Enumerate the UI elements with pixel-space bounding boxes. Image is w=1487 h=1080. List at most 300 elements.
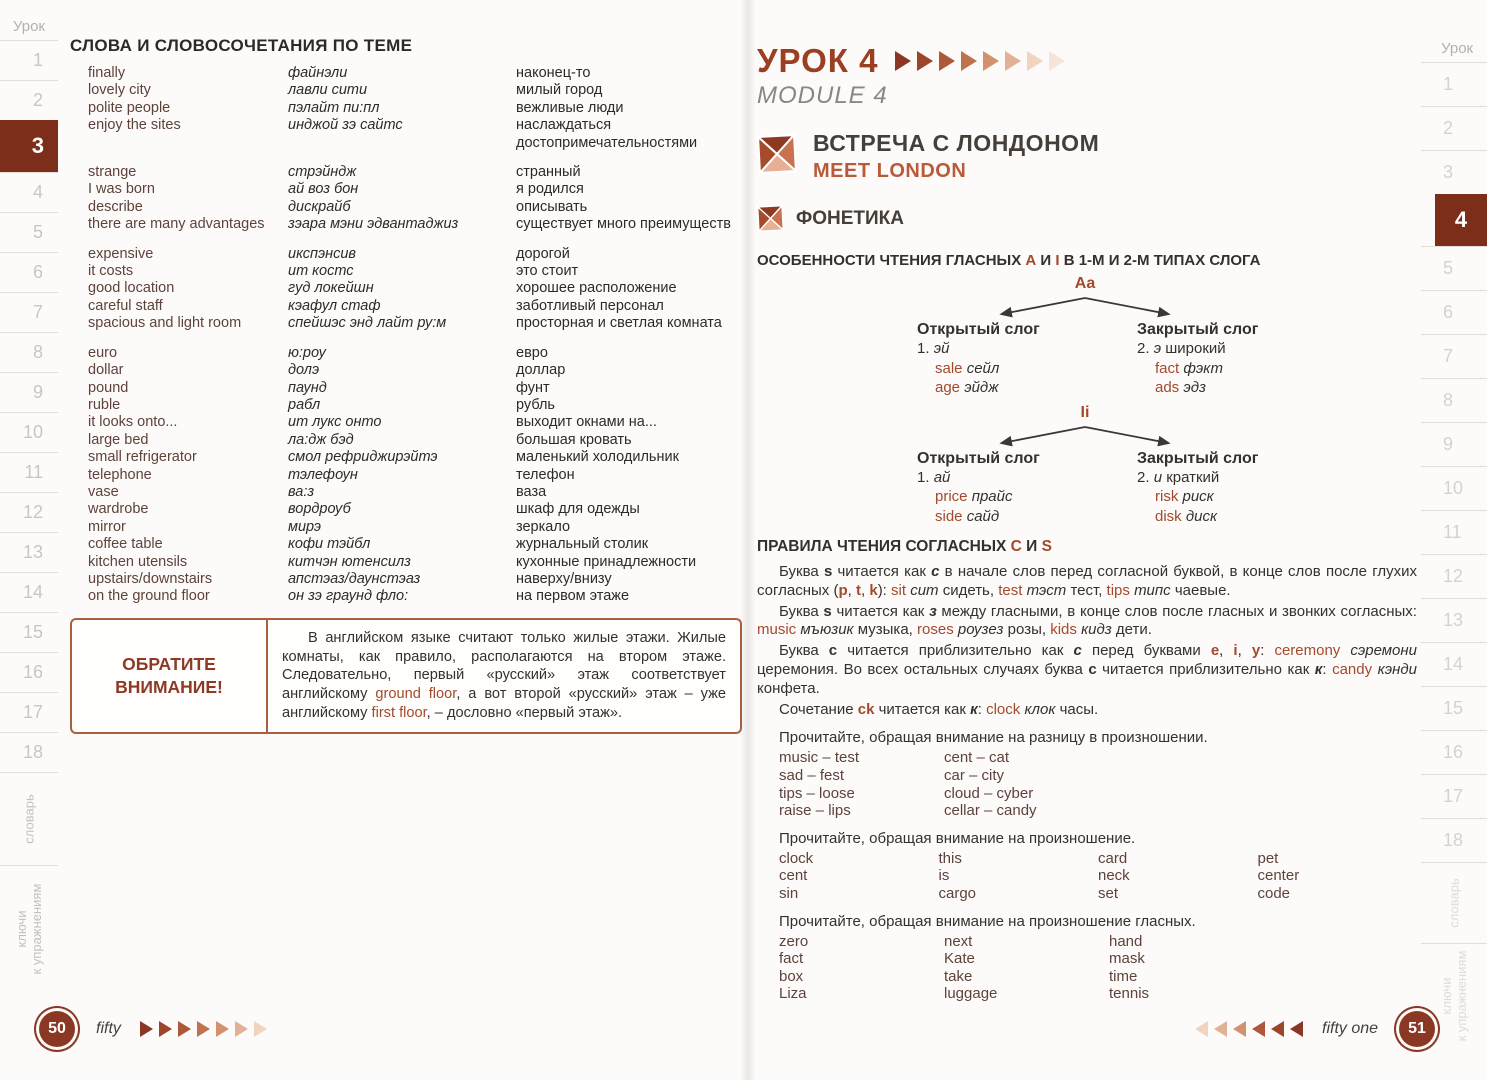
lesson-tab[interactable]: 1 [1421, 62, 1487, 106]
english-word: ruble [88, 396, 121, 413]
translation: доллар [516, 362, 566, 379]
exercise-word: is [938, 867, 950, 885]
page-seam [740, 0, 756, 1080]
chevron-right-icon [254, 1021, 267, 1037]
exercise-word: card [1098, 849, 1128, 867]
vocab-row [88, 65, 742, 82]
translation: евро [516, 344, 548, 361]
column-title: Закрытый слог [1137, 449, 1259, 467]
chevron-right-icon [895, 51, 911, 71]
exercise-word: fact [779, 950, 804, 968]
lesson-tab[interactable]: 2 [1421, 106, 1487, 150]
lesson-tab[interactable]: 13 [0, 532, 58, 572]
transcription: вордроуб [288, 501, 351, 518]
transcription: ю:роу [288, 344, 326, 361]
vocab-row [88, 181, 742, 198]
translation: фунт [516, 379, 550, 396]
exercise-column [1258, 850, 1418, 903]
lesson-tab[interactable]: 3 [0, 120, 58, 172]
chevron-left-icon [1290, 1021, 1303, 1037]
vocab-row [88, 571, 742, 588]
diagram-line: disk диск [1155, 507, 1218, 525]
exercise-word: cent [779, 867, 808, 885]
vocab-row [88, 380, 742, 397]
translation: кухонные принадлежности [516, 553, 697, 570]
vocab-row [88, 298, 742, 315]
chevron-right-icon [140, 1021, 153, 1037]
exercise-word: zero [779, 932, 809, 950]
translation: рубль [516, 396, 555, 413]
exercise-word: clock [779, 849, 814, 867]
exercise-word: pet [1257, 849, 1279, 867]
page-number-badge: 51 [1399, 1011, 1435, 1047]
vocab-row [88, 315, 742, 332]
transcription: ит лукс онто [288, 414, 382, 431]
english-word: expensive [88, 245, 154, 262]
lesson-tab[interactable]: 10 [0, 412, 58, 452]
exercise-word: cellar – candy [944, 802, 1037, 820]
exercise-column [944, 933, 1109, 1003]
exercise-word: Kate [944, 950, 975, 968]
translation: шкаф для одежды [516, 501, 640, 518]
chevron-right-icon [1049, 51, 1065, 71]
translation: зеркало [516, 518, 571, 535]
vocab-row [88, 554, 742, 571]
lesson-tab[interactable]: 3 [1421, 150, 1487, 194]
english-word: spacious and light room [88, 315, 242, 332]
translation: ваза [516, 483, 547, 500]
english-word: vase [88, 483, 119, 500]
exercise-word: time [1109, 967, 1138, 985]
lesson-tab[interactable]: 6 [0, 252, 58, 292]
exercise-word: mask [1109, 950, 1145, 968]
chevron-right-icon [917, 51, 933, 71]
lesson-tabs-sidebar-right [1421, 0, 1487, 1048]
lesson-tab[interactable]: 16 [1421, 730, 1487, 774]
exercise-word: sin [779, 884, 799, 902]
chevron-left-icon [1195, 1021, 1208, 1037]
transcription: дискрайб [288, 198, 351, 215]
left-page [70, 0, 742, 734]
transcription: рабл [288, 396, 321, 413]
english-word: coffee table [88, 536, 163, 553]
exercise-word: cent – cat [944, 749, 1010, 767]
chevron-right-icon [178, 1021, 191, 1037]
translation: телефон [516, 466, 575, 483]
english-word: mirror [88, 518, 126, 535]
exercise-intro: Прочитайте, обращая внимание на произношение гласных. [779, 912, 1196, 930]
lesson-tab[interactable]: 18 [1421, 818, 1487, 862]
notice-label [72, 620, 268, 732]
chevron-right-icon [961, 51, 977, 71]
branch-arrows-icon [990, 294, 1180, 318]
diagram-letter: Ii [1080, 403, 1090, 421]
diagram-letter: Aa [1074, 275, 1096, 292]
vowels-heading: ОСОБЕННОСТИ ЧТЕНИЯ ГЛАСНЫХ А И I В 1-М И 2-М ТИПАХ СЛОГА [757, 252, 1261, 269]
translation: существует много преимуществ [516, 216, 731, 233]
english-word: dollar [88, 362, 124, 379]
transcription: икспэнсив [288, 245, 356, 262]
vocab-row [88, 588, 742, 605]
lesson-tab[interactable]: 7 [0, 292, 58, 332]
transcription: паунд [288, 379, 327, 396]
syllable-diagrams [757, 275, 1417, 526]
answer-keys-line2: к упражнениям [29, 883, 44, 975]
vocab-row [88, 263, 742, 280]
exercise-word: hand [1109, 932, 1143, 950]
syllable-diagram [865, 404, 1305, 527]
vocab-row [88, 449, 742, 466]
exercise-intro: Прочитайте, обращая внимание на произношение. [779, 829, 1136, 847]
consonants-heading: ПРАВИЛА ЧТЕНИЯ СОГЛАСНЫХ С И S [757, 538, 1052, 555]
translation: я родился [516, 181, 584, 198]
phonetics-title: ФОНЕТИКА [796, 207, 904, 229]
exercise-word: tennis [1109, 985, 1150, 1003]
closed-syllable-column [1085, 321, 1305, 398]
exercise-column [779, 749, 944, 819]
diagram-line: fact фэкт [1155, 359, 1224, 377]
exercise-word: cloud – cyber [944, 784, 1034, 802]
exercise-word: cargo [938, 884, 977, 902]
transcription: лавли сити [288, 82, 368, 99]
translation: маленький холодильник [516, 449, 679, 466]
lesson-tab[interactable]: 12 [1421, 554, 1487, 598]
diagram-line: age эйдж [935, 379, 999, 396]
exercise-list [757, 729, 1417, 1003]
translation: заботливый персонал [516, 297, 664, 314]
translation: на первом этаже [516, 588, 630, 605]
lesson-number-list [0, 40, 58, 772]
lesson-number-list [1421, 62, 1487, 862]
translation: наверху/внизу [516, 570, 612, 587]
vocab-row [88, 164, 742, 181]
exercise-column [1098, 850, 1258, 903]
lesson-tab[interactable]: 9 [1421, 422, 1487, 466]
exercise [757, 729, 1417, 819]
vocab-group [88, 164, 742, 234]
vocab-row [88, 397, 742, 414]
lesson-tab[interactable]: 15 [0, 612, 58, 652]
exercise-word: this [938, 849, 962, 867]
lesson-tab[interactable]: 14 [1421, 642, 1487, 686]
transcription: тэлефоун [288, 466, 358, 483]
notice-label-line2: ВНИМАНИЕ! [115, 676, 223, 697]
chevron-right-icon [197, 1021, 210, 1037]
transcription: ва:з [288, 483, 315, 500]
lesson-tab[interactable]: 4 [0, 172, 58, 212]
vocab-group [88, 65, 742, 152]
lesson-tab[interactable]: 18 [0, 732, 58, 772]
lesson-tab[interactable]: 12 [0, 492, 58, 532]
lesson-tab[interactable]: 6 [1421, 290, 1487, 334]
diagram-line: sale сейл [935, 359, 1000, 377]
lesson-tab[interactable]: 7 [1421, 334, 1487, 378]
exercise-columns [779, 933, 1417, 1003]
answer-keys-line1: ключи [1439, 977, 1454, 1015]
vocab-row [88, 432, 742, 449]
answer-keys-line2: к упражнениям [1454, 950, 1469, 1042]
lesson-tab[interactable]: 11 [0, 452, 58, 492]
column-lines [917, 339, 1085, 398]
page-number-badge: 50 [39, 1011, 75, 1047]
column-title: Открытый слог [917, 449, 1040, 467]
lesson-tab[interactable]: 5 [1421, 246, 1487, 290]
lesson-title: УРОК 4 [757, 42, 879, 79]
vocab-row [88, 216, 742, 233]
vocab-row [88, 362, 742, 379]
phonetics-header-row [757, 205, 1417, 232]
transcription: он зэ граунд фло: [288, 588, 409, 605]
english-word: polite people [88, 99, 171, 116]
english-word: careful staff [88, 297, 163, 314]
transcription: спейшэс энд лайт ру:м [288, 315, 447, 332]
diagram-columns [865, 321, 1305, 398]
english-word: there are many advantages [88, 216, 265, 233]
dictionary-tab-label: словарь [1446, 878, 1462, 928]
translation: большая кровать [516, 431, 632, 448]
syllable-diagram [865, 275, 1305, 398]
page-number-word: fifty one [1322, 1020, 1379, 1037]
page-number-word: fifty [96, 1020, 121, 1037]
lesson-tab[interactable]: 16 [0, 652, 58, 692]
sidebar-header: Урок [1441, 40, 1474, 57]
diagram-line: side сайд [935, 507, 1000, 525]
section-pinwheel-icon [756, 204, 784, 232]
lesson-tab[interactable]: 11 [1421, 510, 1487, 554]
notice-label-line1: ОБРАТИТЕ [122, 653, 216, 674]
exercise [757, 830, 1417, 903]
transcription: китчэн ютенсилз [288, 553, 411, 570]
transcription: гуд локейшн [288, 280, 374, 297]
vocab-row [88, 536, 742, 553]
diagram-line: 2. и краткий [1137, 468, 1220, 486]
lesson-tab[interactable]: 13 [1421, 598, 1487, 642]
exercise-column [944, 749, 1109, 819]
diagram-line: 2. э широкий [1137, 340, 1226, 357]
exercise-intro: Прочитайте, обращая внимание на разницу в произношении. [779, 729, 1208, 747]
vocab-row [88, 246, 742, 263]
lesson-tab[interactable]: 10 [1421, 466, 1487, 510]
transcription: пэлайт пи:пл [288, 99, 380, 116]
lesson-tab[interactable]: 4 [1435, 194, 1487, 246]
english-word: euro [88, 344, 118, 361]
exercise-word: set [1098, 884, 1119, 902]
lesson-header-row [757, 42, 1417, 80]
translation: это стоит [516, 263, 579, 280]
transcription: ла:дж бэд [288, 431, 354, 448]
english-word: wardrobe [88, 501, 149, 518]
exercise-word: code [1257, 884, 1291, 902]
chevron-right-icon [1027, 51, 1043, 71]
lesson-tab[interactable]: 5 [0, 212, 58, 252]
vocab-row [88, 484, 742, 501]
translation: просторная и светлая комната [516, 315, 722, 332]
answer-keys-tab-label [1439, 951, 1469, 1042]
vocab-section-title: СЛОВА И СЛОВОСОЧЕТАНИЯ ПО ТЕМЕ [70, 36, 413, 55]
exercise-word: raise – lips [779, 802, 851, 820]
translation: вежливые люди [516, 99, 624, 116]
transcription: кофи тэйбл [288, 536, 371, 553]
exercise-word: luggage [944, 985, 998, 1003]
vocab-row [88, 100, 742, 117]
english-word: telephone [88, 466, 152, 483]
transcription: стрэйндж [288, 164, 357, 181]
translation: дорогой [516, 245, 570, 262]
exercise-word: neck [1098, 867, 1130, 885]
lesson-tab[interactable]: 17 [0, 692, 58, 732]
vocab-row [88, 117, 742, 152]
transcription: долэ [288, 362, 320, 379]
translation: выходит окнами на... [516, 414, 657, 431]
chevron-right-icon [983, 51, 999, 71]
english-word: upstairs/downstairs [88, 570, 213, 587]
column-lines [1137, 339, 1305, 398]
vocab-row [88, 82, 742, 99]
exercise-word: tips – loose [779, 784, 855, 802]
exercise-word: next [944, 932, 973, 950]
rule-paragraph: Сочетание ck читается как к: clock клок часы. [779, 700, 1099, 718]
lesson-tabs-sidebar-left [0, 0, 58, 992]
translation: описывать [516, 198, 588, 215]
english-word: I was born [88, 181, 155, 198]
diagram-line: 1. ай [917, 468, 951, 486]
english-word: lovely city [88, 82, 151, 99]
exercise-word: music – test [779, 749, 860, 767]
chevron-right-icon [159, 1021, 172, 1037]
english-word: good location [88, 280, 175, 297]
exercise-word: center [1257, 867, 1300, 885]
notice-box [70, 618, 742, 734]
english-word: pound [88, 379, 129, 396]
translation: наслаждаться достопримечательностями [516, 117, 698, 151]
english-word: it looks onto... [88, 414, 178, 431]
exercise-columns [779, 749, 1417, 819]
vocab-row [88, 414, 742, 431]
diagram-line: ads эдз [1155, 379, 1206, 396]
open-syllable-column [865, 321, 1085, 398]
vocab-row [88, 501, 742, 518]
consonant-rules [757, 563, 1417, 719]
english-word: finally [88, 65, 126, 81]
exercise-word: box [779, 967, 804, 985]
lesson-tab[interactable]: 14 [0, 572, 58, 612]
vocab-row [88, 199, 742, 216]
notice-text: В английском языке считают только жилые этажи. Жилые комнаты, как правило, располагаются на втором этаже. Следовательно, первый «русский» этаж соответствует английскому ground floor, а вот второй «русский» этаж – уже английскому first floor, – дословно «первый этаж». [282, 629, 726, 721]
left-page-footer [34, 1006, 270, 1052]
section-pinwheel-icon [756, 133, 798, 175]
sidebar-header: Урок [12, 18, 45, 35]
diagram-columns [865, 450, 1305, 527]
topic-title-russian: ВСТРЕЧА С ЛОНДОНОМ [813, 130, 1100, 156]
transcription: ит костс [288, 263, 354, 280]
rule-paragraph: Буква s читается как з между гласными, в конце слов после гласных и звонких согласных: music мъюзик музыка, roses роузез розы, kids кидз дети. [757, 602, 1417, 639]
lesson-tab[interactable]: 2 [0, 80, 58, 120]
english-word: enjoy the sites [88, 117, 181, 134]
vocab-row [88, 519, 742, 536]
answer-keys-tab[interactable] [0, 865, 58, 992]
rule-paragraph: Буква c читается приблизительно как с перед буквами e, i, y: ceremony сэремони церемония. Во всех остальных случаях буква с читается приблизительно как к: candy кэнди конфета. [757, 642, 1417, 697]
chevron-right-icon [235, 1021, 248, 1037]
translation: милый город [516, 82, 603, 99]
translation: журнальный столик [516, 536, 649, 553]
exercise-columns [779, 850, 1417, 903]
lesson-tab[interactable]: 1 [0, 40, 58, 80]
exercise [757, 913, 1417, 1003]
lesson-tab[interactable]: 8 [0, 332, 58, 372]
transcription: зэара мэни эдвантаджиз [288, 216, 459, 233]
transcription: смол рефриджирэйтэ [288, 449, 438, 466]
chevron-right-icon [216, 1021, 229, 1037]
english-word: it costs [88, 263, 134, 280]
answer-keys-tab-label [14, 884, 44, 975]
column-title: Открытый слог [917, 321, 1040, 338]
translation: странный [516, 164, 581, 181]
lesson-arrows [892, 51, 1068, 71]
column-title: Закрытый слог [1137, 321, 1259, 338]
vocab-group [88, 345, 742, 606]
exercise-column [779, 850, 939, 903]
transcription: апстэаз/даунстэаз [288, 570, 421, 587]
topic-title-english: MEET LONDON [813, 160, 967, 182]
chevron-left-icon [1271, 1021, 1284, 1037]
dictionary-tab[interactable] [1421, 862, 1487, 943]
translation: наконец-то [516, 65, 591, 81]
english-word: small refrigerator [88, 449, 197, 466]
vocab-row [88, 467, 742, 484]
translation: хорошее расположение [516, 280, 677, 297]
english-word: on the ground floor [88, 588, 210, 605]
lesson-tab[interactable]: 9 [0, 372, 58, 412]
english-word: describe [88, 198, 143, 215]
exercise-word: car – city [944, 766, 1005, 784]
vocab-group [88, 246, 742, 333]
dictionary-tab[interactable] [0, 772, 58, 865]
diagram-line: risk риск [1155, 488, 1214, 505]
answer-keys-line1: ключи [14, 910, 29, 948]
right-page-footer [1192, 1006, 1440, 1052]
exercise-word: Liza [779, 985, 807, 1003]
english-word: large bed [88, 431, 149, 448]
transcription: инджой зэ сайтс [288, 117, 403, 134]
exercise-column [939, 850, 1099, 903]
vocab-list [88, 65, 742, 606]
topic-title-block [757, 130, 1417, 183]
diagram-line: 1. эй [917, 340, 950, 357]
open-syllable-column [865, 450, 1085, 527]
diagram-line: price прайс [935, 488, 1013, 505]
transcription: мирэ [288, 518, 322, 535]
exercise-word: take [944, 967, 973, 985]
dictionary-tab-label: словарь [21, 794, 37, 844]
english-word: kitchen utensils [88, 553, 188, 570]
column-lines [1137, 468, 1305, 527]
vocab-row [88, 345, 742, 362]
lesson-tab[interactable]: 8 [1421, 378, 1487, 422]
column-lines [917, 468, 1085, 527]
vocab-row [88, 280, 742, 297]
closed-syllable-column [1085, 450, 1305, 527]
chevron-right-icon [1005, 51, 1021, 71]
lesson-tab[interactable]: 15 [1421, 686, 1487, 730]
module-title: MODULE 4 [757, 82, 888, 109]
exercise-column [779, 933, 944, 1003]
lesson-tab[interactable]: 17 [1421, 774, 1487, 818]
chevron-left-icon [1214, 1021, 1227, 1037]
chevron-right-icon [939, 51, 955, 71]
exercise-column [1109, 933, 1274, 1003]
rule-paragraph: Буква s читается как с в начале слов перед согласной буквой, в конце слов после глухих согласных (p, t, k): sit сит сидеть, test тэст тест, tips типс чаевые. [757, 563, 1417, 599]
transcription: ай воз бон [288, 181, 359, 198]
